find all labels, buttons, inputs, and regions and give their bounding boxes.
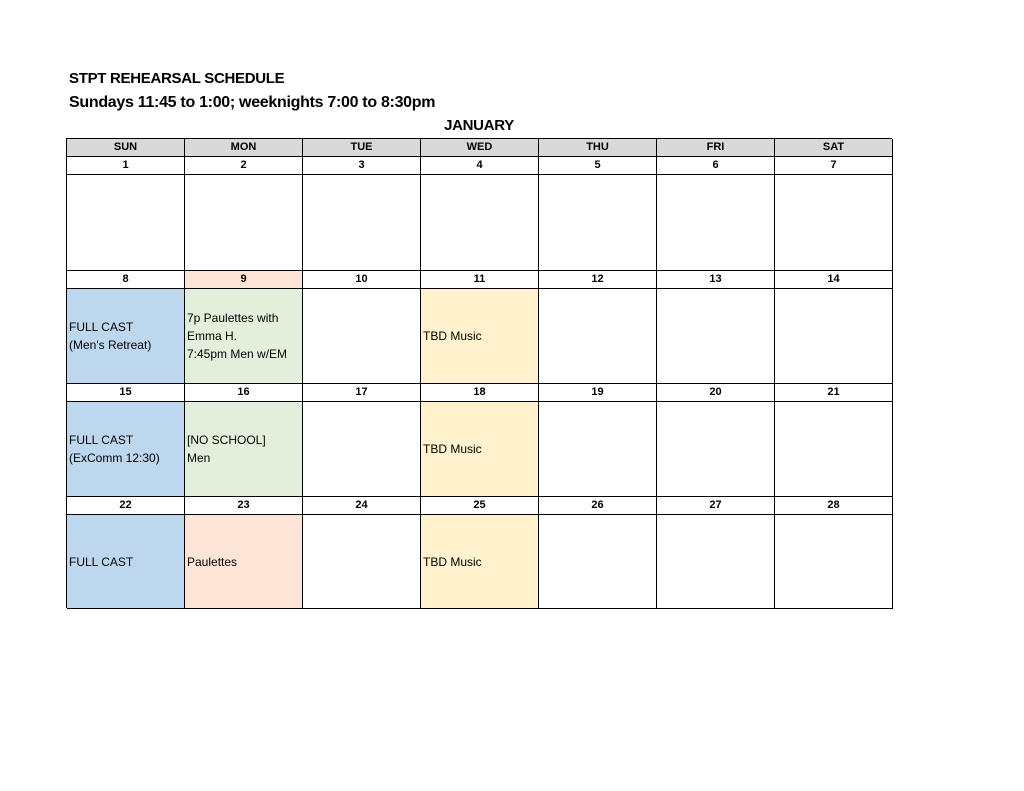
date-number: 3 bbox=[303, 157, 421, 175]
day-header-sun: SUN bbox=[67, 139, 185, 157]
date-number: 16 bbox=[185, 384, 303, 402]
calendar-grid bbox=[66, 138, 892, 608]
day-header-mon: MON bbox=[185, 139, 303, 157]
date-number: 1 bbox=[67, 157, 185, 175]
day-cell bbox=[67, 175, 185, 271]
date-number: 15 bbox=[67, 384, 185, 402]
day-cell bbox=[303, 402, 421, 497]
date-number: 11 bbox=[421, 271, 539, 289]
day-cell bbox=[775, 402, 893, 497]
event-paulettes-men: 7p Paulettes with Emma H. 7:45pm Men w/EM bbox=[185, 289, 303, 384]
date-number: 14 bbox=[775, 271, 893, 289]
event-tbd-music: TBD Music bbox=[421, 515, 539, 609]
event-no-school-men: [NO SCHOOL] Men bbox=[185, 402, 303, 497]
date-number: 19 bbox=[539, 384, 657, 402]
day-cell bbox=[539, 289, 657, 384]
date-number: 26 bbox=[539, 497, 657, 515]
day-cell bbox=[775, 175, 893, 271]
event-tbd-music: TBD Music bbox=[421, 402, 539, 497]
date-number: 2 bbox=[185, 157, 303, 175]
day-cell bbox=[657, 175, 775, 271]
day-cell bbox=[185, 175, 303, 271]
day-header-thu: THU bbox=[539, 139, 657, 157]
day-header-wed: WED bbox=[421, 139, 539, 157]
event-full-cast: FULL CAST bbox=[67, 515, 185, 609]
date-number: 18 bbox=[421, 384, 539, 402]
date-number: 13 bbox=[657, 271, 775, 289]
date-number: 24 bbox=[303, 497, 421, 515]
day-cell bbox=[303, 175, 421, 271]
date-number: 5 bbox=[539, 157, 657, 175]
day-cell bbox=[303, 289, 421, 384]
day-header-sat: SAT bbox=[775, 139, 893, 157]
event-paulettes: Paulettes bbox=[185, 515, 303, 609]
date-number: 12 bbox=[539, 271, 657, 289]
day-cell bbox=[775, 515, 893, 609]
event-full-cast: FULL CAST (Men's Retreat) bbox=[67, 289, 185, 384]
month-heading: JANUARY bbox=[444, 117, 514, 134]
day-header-tue: TUE bbox=[303, 139, 421, 157]
event-tbd-music: TBD Music bbox=[421, 289, 539, 384]
day-cell bbox=[657, 515, 775, 609]
date-number: 25 bbox=[421, 497, 539, 515]
date-number: 20 bbox=[657, 384, 775, 402]
date-number: 22 bbox=[67, 497, 185, 515]
date-number: 6 bbox=[657, 157, 775, 175]
event-full-cast: FULL CAST (ExComm 12:30) bbox=[67, 402, 185, 497]
date-number: 27 bbox=[657, 497, 775, 515]
date-number-highlighted: 9 bbox=[185, 271, 303, 289]
day-cell bbox=[775, 289, 893, 384]
day-header-fri: FRI bbox=[657, 139, 775, 157]
day-cell bbox=[657, 402, 775, 497]
schedule-title: STPT REHEARSAL SCHEDULE bbox=[69, 70, 285, 87]
day-cell bbox=[539, 402, 657, 497]
date-number: 4 bbox=[421, 157, 539, 175]
date-number: 17 bbox=[303, 384, 421, 402]
day-cell bbox=[539, 515, 657, 609]
date-number: 10 bbox=[303, 271, 421, 289]
date-number: 7 bbox=[775, 157, 893, 175]
date-number: 23 bbox=[185, 497, 303, 515]
date-number: 21 bbox=[775, 384, 893, 402]
day-cell bbox=[303, 515, 421, 609]
day-cell bbox=[421, 175, 539, 271]
schedule-subtitle: Sundays 11:45 to 1:00; weeknights 7:00 to 8:30pm bbox=[69, 94, 436, 111]
day-cell bbox=[539, 175, 657, 271]
date-number: 28 bbox=[775, 497, 893, 515]
day-cell bbox=[657, 289, 775, 384]
date-number: 8 bbox=[67, 271, 185, 289]
